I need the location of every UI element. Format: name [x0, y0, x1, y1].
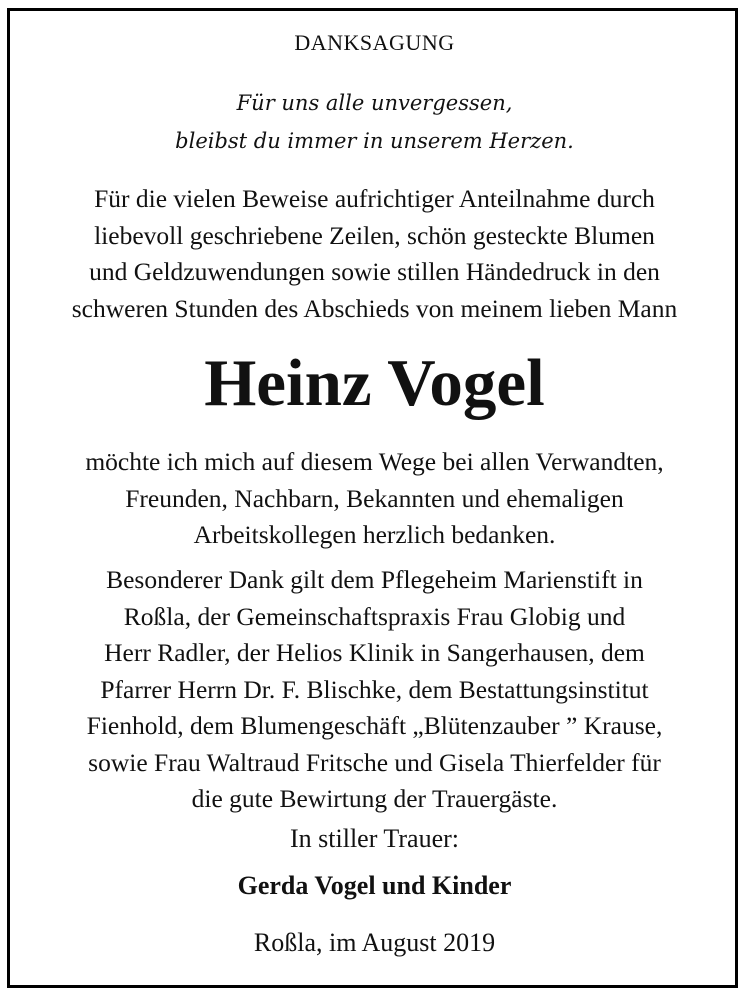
- special-thanks-line: Roßla, der Gemeinschaftspraxis Frau Globig und: [123, 601, 626, 631]
- special-thanks-line: Herr Radler, der Helios Klinik in Sangerhausen, dem: [104, 638, 645, 667]
- special-thanks-line: sowie Frau Waltraud Fritsche und Gisela Thierfelder für: [88, 747, 661, 777]
- intro-paragraph: [10, 181, 739, 327]
- intro-line: und Geldzuwendungen sowie stillen Händedruck in den: [89, 257, 660, 286]
- special-thanks-line: Pfarrer Herrn Dr. F. Blischke, dem Bestattungsinstitut: [100, 674, 649, 704]
- thanks-paragraph: [10, 444, 739, 554]
- thanks-line: Freunden, Nachbarn, Bekannten und ehemaligen: [125, 483, 624, 513]
- intro-line: Für die vielen Beweise aufrichtiger Anteilnahme durch: [94, 184, 655, 213]
- motto: [10, 84, 739, 160]
- notice-heading: DANKSAGUNG: [294, 30, 455, 55]
- place-date: Roßla, im August 2019: [253, 928, 496, 957]
- thanks-line: möchte ich mich auf diesem Wege bei allen Verwandten,: [85, 447, 664, 476]
- closing-phrase: In stiller Trauer:: [290, 824, 459, 853]
- motto-line: Für uns alle unvergessen,: [236, 91, 513, 115]
- deceased-name: Heinz Vogel: [204, 346, 545, 420]
- special-thanks-line: Fienhold, dem Blumengeschäft „Blütenzauber ” Krause,: [86, 711, 663, 740]
- thanks-line: Arbeitskollegen herzlich bedanken.: [193, 520, 556, 549]
- motto-line: bleibst du immer in unserem Herzen.: [175, 129, 574, 153]
- special-thanks-line: die gute Bewirtung der Trauergäste.: [191, 784, 558, 813]
- intro-line: schweren Stunden des Abschieds von meinem lieben Mann: [71, 293, 678, 323]
- intro-line: liebevoll geschriebene Zeilen, schön gesteckte Blumen: [94, 220, 655, 250]
- special-thanks-paragraph: [10, 562, 739, 818]
- signers: Gerda Vogel und Kinder: [237, 871, 512, 900]
- special-thanks-line: Besonderer Dank gilt dem Pflegeheim Marienstift in: [106, 565, 643, 594]
